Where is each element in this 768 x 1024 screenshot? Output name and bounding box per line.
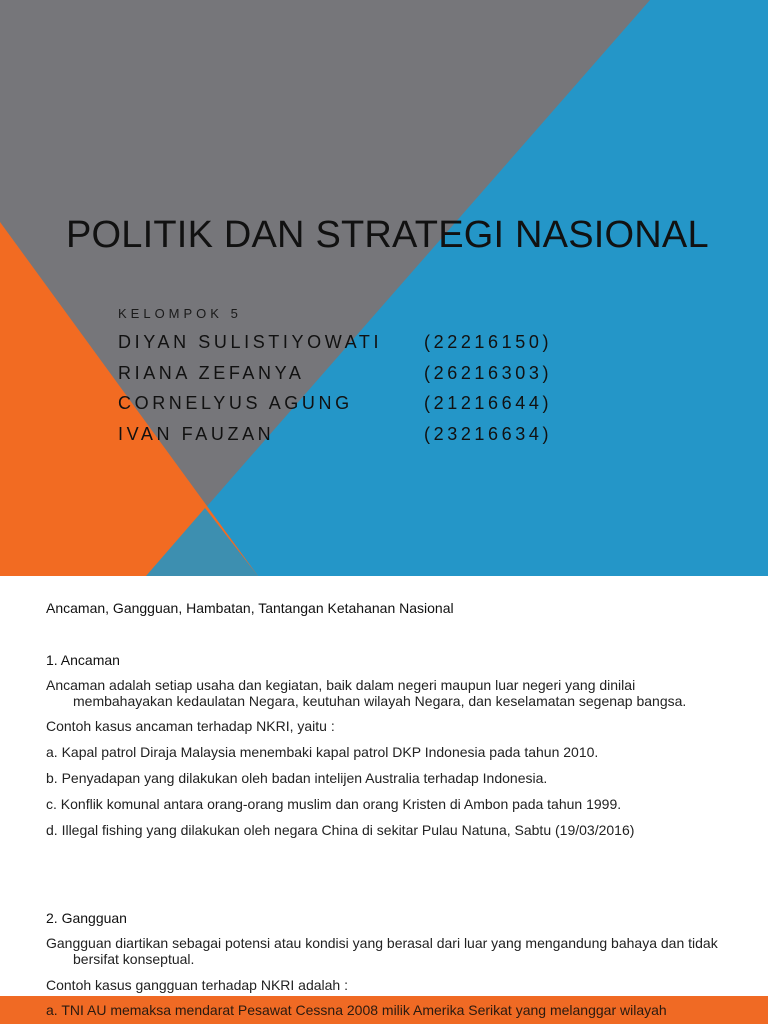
member-row [118, 391, 598, 422]
content-slide-title: Ancaman, Gangguan, Hambatan, Tantangan Ketahanan Nasional [46, 600, 454, 616]
example-item: a. TNI AU memaksa mendarat Pesawat Cessna 2008 milik Amerika Serikat yang melanggar wilayah [46, 1002, 667, 1018]
member-name: CORNELYUS AGUNG [118, 393, 353, 413]
member-id: (22216150) [424, 332, 553, 352]
section-heading: 2. Gangguan [46, 910, 127, 926]
example-item: d. Illegal fishing yang dilakukan oleh negara China di sekitar Pulau Natuna, Sabtu (19/03/2016) [46, 822, 635, 838]
section-ancaman [46, 652, 738, 838]
member-name: RIANA ZEFANYA [118, 362, 305, 383]
member-row [118, 361, 598, 392]
examples-intro: Contoh kasus ancaman terhadap NKRI, yaitu : [46, 718, 335, 734]
member-name: DIYAN SULISTIYOWATI [118, 332, 383, 352]
section-gangguan [46, 910, 738, 993]
member-id: (23216634) [424, 423, 553, 444]
member-list [118, 330, 598, 452]
example-item: c. Konflik komunal antara orang-orang muslim dan orang Kristen di Ambon pada tahun 1999. [46, 796, 622, 812]
section-heading: 1. Ancaman [46, 652, 120, 668]
section-definition: Gangguan diartikan sebagai potensi atau kondisi yang berasal dari luar yang mengandung bahaya dan tidak bersifat konseptual. [46, 935, 718, 967]
slide-title: POLITIK DAN STRATEGI NASIONAL [66, 214, 709, 256]
content-slide [0, 576, 768, 1024]
member-id: (26216303) [424, 362, 553, 383]
section-definition: Ancaman adalah setiap usaha dan kegiatan, baik dalam negeri maupun luar negeri yang dinilai membahayakan kedaulatan Negara, keutuhan wilayah Negara, dan keselamatan segenap bangsa. [46, 677, 687, 709]
examples-intro: Contoh kasus gangguan terhadap NKRI adalah : [46, 977, 348, 993]
member-row [118, 422, 598, 453]
group-label: KELOMPOK 5 [118, 306, 242, 321]
member-row [118, 330, 598, 361]
example-item: b. Penyadapan yang dilakukan oleh badan intelijen Australia terhadap Indonesia. [46, 770, 548, 786]
member-name: IVAN FAUZAN [118, 423, 275, 444]
example-item: a. Kapal patrol Diraja Malaysia menembaki kapal patrol DKP Indonesia pada tahun 2010. [46, 744, 599, 760]
member-id: (21216644) [424, 393, 553, 413]
accent-bar [0, 996, 768, 1024]
